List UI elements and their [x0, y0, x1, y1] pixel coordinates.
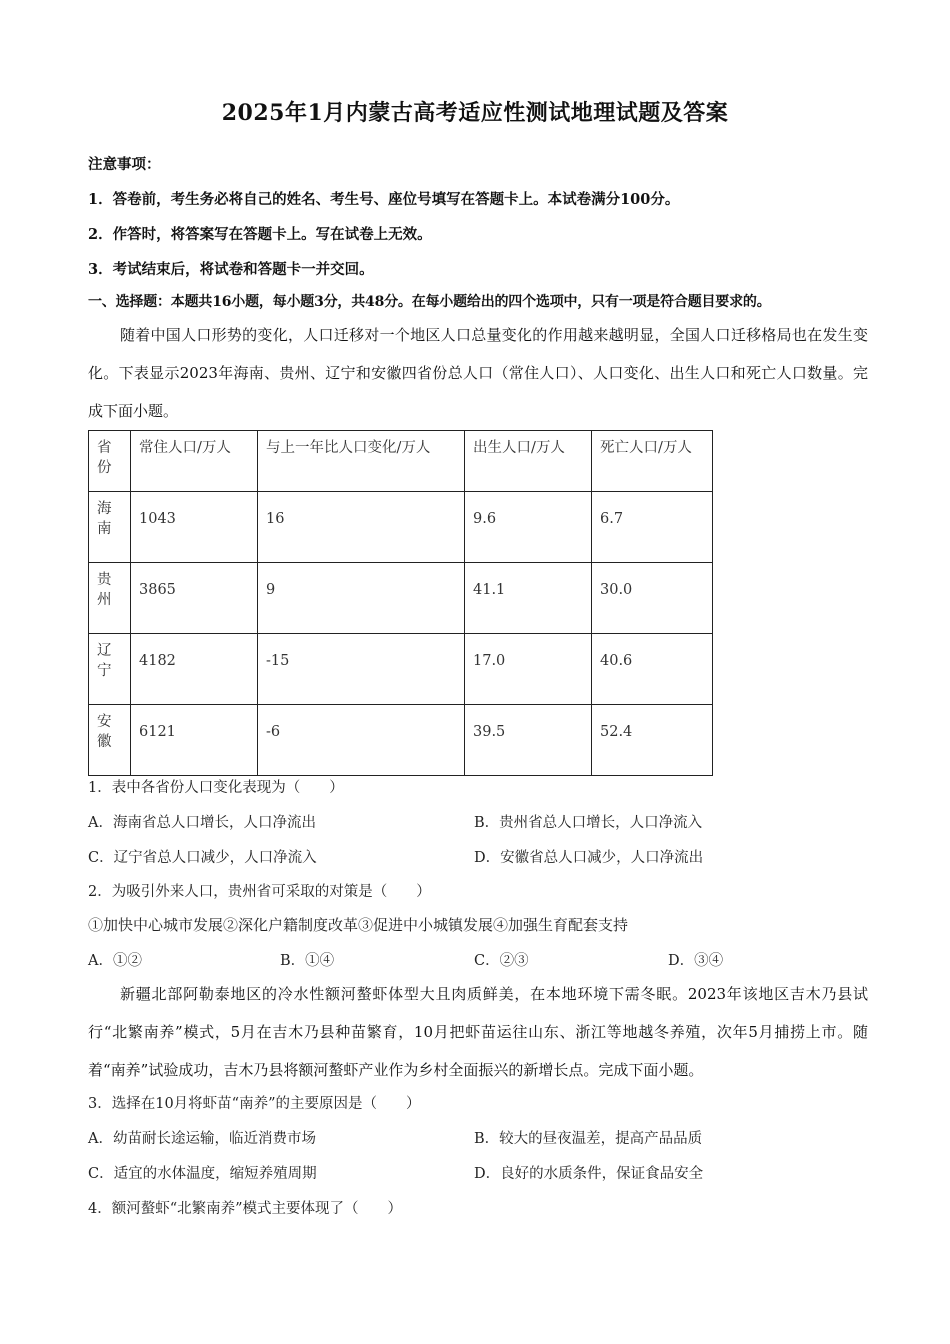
cell-births: 39.5: [465, 705, 592, 776]
question-3-stem: 3．选择在10月将虾苗“南养”的主要原因是（ ）: [88, 1096, 421, 1112]
cell-change: -15: [258, 634, 465, 705]
cell-province: 贵州: [89, 563, 131, 634]
table-header-row: [89, 431, 713, 492]
q3-option-d[interactable]: D．良好的水质条件，保证食品安全: [474, 1166, 704, 1182]
passage-population: 随着中国人口形势的变化，人口迁移对一个地区人口总量变化的作用越来越明显，全国人口迁移格局也在发生变化。下表显示2023年海南、贵州、辽宁和安徽四省份总人口（常住人口）、人口变化、出生人口和死亡人口数量。完成下面小题。: [88, 326, 868, 420]
cell-births: 17.0: [465, 634, 592, 705]
page-title: 2025年1月内蒙古高考适应性测试地理试题及答案: [221, 100, 729, 126]
cell-deaths: 30.0: [592, 563, 713, 634]
question-4-stem: 4．额河螯虾“北繁南养”模式主要体现了（ ）: [88, 1201, 403, 1217]
cell-deaths: 6.7: [592, 492, 713, 563]
note-item-1: 1．答卷前，考生务必将自己的姓名、考生号、座位号填写在答题卡上。本试卷满分100分。: [88, 191, 680, 208]
q1-option-c[interactable]: C．辽宁省总人口减少，人口净流入: [88, 850, 317, 866]
cell-change: 9: [258, 563, 465, 634]
cell-resident: 6121: [131, 705, 258, 776]
q2-option-c[interactable]: C．②③: [474, 953, 529, 969]
population-table: [88, 430, 713, 776]
cell-province: 安徽: [89, 705, 131, 776]
header-resident: 常住人口/万人: [131, 431, 258, 492]
q1-option-b[interactable]: B．贵州省总人口增长，人口净流入: [474, 815, 703, 831]
cell-province: 辽宁: [89, 634, 131, 705]
q3-option-c[interactable]: C．适宜的水体温度，缩短养殖周期: [88, 1166, 317, 1182]
notes-heading: 注意事项：: [88, 156, 161, 173]
header-births: 出生人口/万人: [465, 431, 592, 492]
q1-option-d[interactable]: D．安徽省总人口减少，人口净流出: [474, 850, 704, 866]
header-change: 与上一年比人口变化/万人: [258, 431, 465, 492]
section-heading: 一、选择题：本题共16小题，每小题3分，共48分。在每小题给出的四个选项中，只有一项是符合题目要求的。: [88, 294, 771, 310]
q2-option-d[interactable]: D．③④: [668, 953, 724, 969]
question-1-stem: 1．表中各省份人口变化表现为（ ）: [88, 780, 344, 796]
table-row: [89, 492, 713, 563]
note-item-3: 3．考试结束后，将试卷和答题卡一并交回。: [88, 261, 374, 278]
header-deaths: 死亡人口/万人: [592, 431, 713, 492]
q2-option-a[interactable]: A．①②: [88, 953, 142, 969]
passage-crayfish: 新疆北部阿勒泰地区的冷水性额河螯虾体型大且肉质鲜美，在本地环境下需冬眠。2023年该地区吉木乃县试行“北繁南养”模式，5月在吉木乃县种苗繁育，10月把虾苗运往山东、浙江等地越冬养殖，次年5月捕捞上市。随着“南养”试验成功，吉木乃县将额河螯虾产业作为乡村全面振兴的新增长点。完成下面小题。: [88, 985, 868, 1079]
note-item-2: 2．作答时，将答案写在答题卡上。写在试卷上无效。: [88, 226, 432, 243]
question-2-stem: 2．为吸引外来人口，贵州省可采取的对策是（ ）: [88, 884, 431, 900]
cell-births: 9.6: [465, 492, 592, 563]
cell-births: 41.1: [465, 563, 592, 634]
cell-change: -6: [258, 705, 465, 776]
cell-province: 海南: [89, 492, 131, 563]
q3-option-a[interactable]: A．幼苗耐长途运输，临近消费市场: [88, 1131, 316, 1147]
table-row: [89, 634, 713, 705]
question-2-items: ①加快中心城市发展②深化户籍制度改革③促进中小城镇发展④加强生育配套支持: [88, 916, 629, 934]
table-row: [89, 563, 713, 634]
cell-resident: 4182: [131, 634, 258, 705]
cell-deaths: 52.4: [592, 705, 713, 776]
q1-option-a[interactable]: A．海南省总人口增长，人口净流出: [88, 815, 316, 831]
q2-option-b[interactable]: B．①④: [280, 953, 335, 969]
table-row: [89, 705, 713, 776]
header-province: 省份: [89, 431, 131, 492]
cell-change: 16: [258, 492, 465, 563]
cell-deaths: 40.6: [592, 634, 713, 705]
cell-resident: 3865: [131, 563, 258, 634]
q3-option-b[interactable]: B．较大的昼夜温差，提高产品品质: [474, 1131, 703, 1147]
cell-resident: 1043: [131, 492, 258, 563]
